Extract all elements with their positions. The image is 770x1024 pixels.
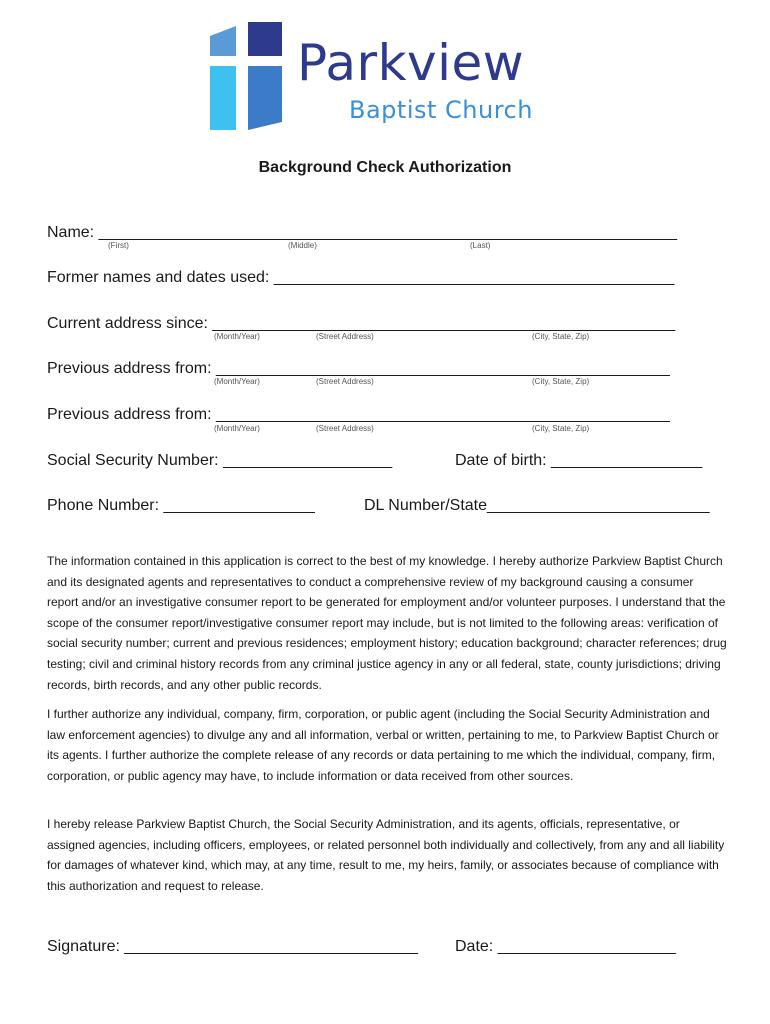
date-field[interactable]: Date: ____________________ (455, 938, 676, 955)
previous-address-1-field[interactable]: Previous address from: ___________________________________________________ (47, 360, 670, 377)
authorization-paragraph-2: I further authorize any individual, company, firm, corporation, or public agent (including the Social Security Administration and law enforcement agencies) to divulge any and all information, verbal or written, pertaining to me, to Parkview Baptist Church or its agents. I further authorize the complete release of any records or data pertaining to me which the individual, company, firm, corporation, or public agency may have, to include information or data received from other sources. (47, 707, 719, 783)
phone-field[interactable]: Phone Number: _________________ (47, 497, 315, 514)
previous-address-1-street-hint: (Street Address) (316, 377, 374, 386)
name-field[interactable]: Name: _________________________________________________________________ (47, 224, 677, 241)
dl-field[interactable]: DL Number/State_________________________ (364, 497, 710, 514)
signature-field[interactable]: Signature: _________________________________ (47, 938, 419, 955)
previous-address-2-street-hint: (Street Address) (316, 424, 374, 433)
page-title: Background Check Authorization (258, 159, 512, 176)
current-address-field[interactable]: Current address since: ____________________________________________________ (47, 315, 676, 332)
current-address-month-hint: (Month/Year) (214, 332, 260, 341)
name-first-hint: (First) (108, 241, 129, 250)
name-last-hint: (Last) (470, 241, 491, 250)
logo-subtitle: Baptist Church (349, 96, 533, 124)
logo-cross-bottom-left (210, 66, 236, 130)
dob-field[interactable]: Date of birth: _________________ (455, 452, 703, 469)
ssn-field[interactable]: Social Security Number: ___________________ (47, 452, 393, 469)
current-address-street-hint: (Street Address) (316, 332, 374, 341)
name-middle-hint: (Middle) (288, 241, 317, 250)
authorization-paragraph-3: I hereby release Parkview Baptist Church, the Social Security Administration, and its agents, officials, representative, or assigned agencies, including officers, employees, or related personnel both individually and collectively, from any and all liability for damages of whatever kind, which may, at any time, result to me, my heirs, family, or associates because of compliance with this authorization and request to release. (47, 817, 725, 893)
previous-address-2-city-hint: (City, State, Zip) (532, 424, 590, 433)
logo-cross-bottom-right (248, 66, 282, 130)
former-names-field[interactable]: Former names and dates used: _____________________________________________ (47, 269, 675, 286)
logo-cross-top-left (210, 26, 236, 56)
previous-address-1-city-hint: (City, State, Zip) (532, 377, 590, 386)
logo-name: Parkview (297, 34, 525, 92)
logo-cross-top-right (248, 22, 282, 56)
current-address-city-hint: (City, State, Zip) (532, 332, 590, 341)
authorization-paragraph-1: The information contained in this application is correct to the best of my knowledge. I hereby authorize Parkview Baptist Church and its designated agents and representatives to conduct a comprehensive review of my background causing a consumer report and/or an investigative consumer report to be generated for employment and/or volunteer purposes. I understand that the scope of the consumer report/investigative consumer report may include, but is not limited to the following areas: verification of social security number; current and previous residences; employment history; education background; character references; drug testing; civil and criminal history records from any criminal justice agency in any or all federal, state, county jurisdictions; driving records, birth records, and any other public records. (47, 554, 727, 692)
previous-address-2-month-hint: (Month/Year) (214, 424, 260, 433)
previous-address-2-field[interactable]: Previous address from: ___________________________________________________ (47, 406, 670, 423)
previous-address-1-month-hint: (Month/Year) (214, 377, 260, 386)
